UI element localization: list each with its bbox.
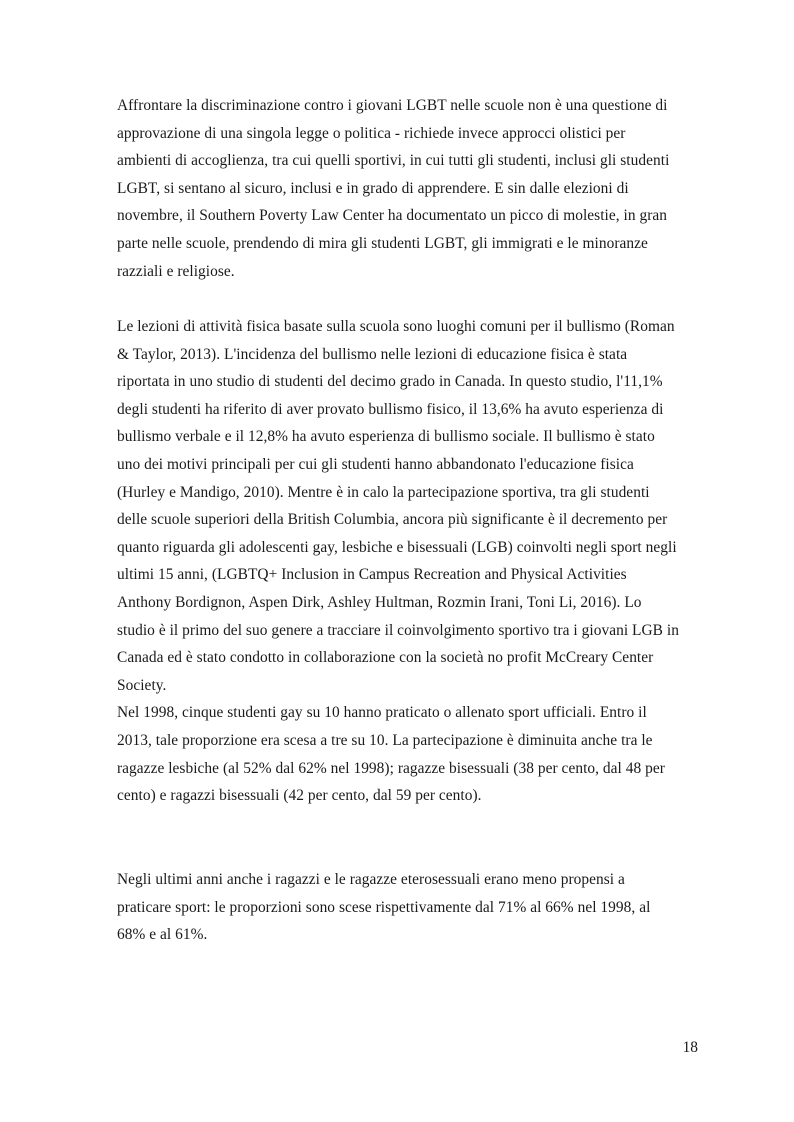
text-line: uno dei motivi principali per cui gli studenti hanno abbandonato l'educazione fisica [117,455,634,473]
text-line: Nel 1998, cinque studenti gay su 10 hanno praticato o allenato sport ufficiali. Entro il [117,704,647,722]
text-line: LGBT, si sentano al sicuro, inclusi e in grado di apprendere. E sin dalle elezioni di [117,179,629,197]
text-line: 2013, tale proporzione era scesa a tre su 10. La partecipazione è diminuita anche tra le [117,731,653,749]
page-number: 18 [682,1039,698,1056]
text-line: delle scuole superiori della British Columbia, ancora più significante è il decremento per [117,511,668,529]
text-line: ragazze lesbiche (al 52% dal 62% nel 1998); ragazze bisessuali (38 per cento, dal 48 per [117,759,665,777]
text-line: Society. [117,676,167,694]
text-line: ambienti di accoglienza, tra cui quelli sportivi, in cui tutti gli studenti, inclusi gli studenti [117,152,670,170]
text-line: Anthony Bordignon, Aspen Dirk, Ashley Hultman, Rozmin Irani, Toni Li, 2016). Lo [117,593,642,611]
text-line: degli studenti ha riferito di aver provato bullismo fisico, il 13,6% ha avuto esperienza di [117,400,664,418]
text-line: 68% e al 61%. [117,926,208,944]
text-line: cento) e ragazzi bisessuali (42 per cento, dal 59 per cento). [117,787,482,805]
text-line: praticare sport: le proporzioni sono scese rispettivamente dal 71% al 66% nel 1998, al [117,898,651,916]
text-line: (Hurley e Mandigo, 2010). Mentre è in calo la partecipazione sportiva, tra gli studenti [117,483,650,501]
text-line: Affrontare la discriminazione contro i giovani LGBT nelle scuole non è una questione di [117,97,668,114]
text-line: parte nelle scuole, prendendo di mira gli studenti LGBT, gli immigrati e le minoranze [117,234,648,252]
paragraph-lgbt-discrimination [117,92,701,285]
text-line: quanto riguarda gli adolescenti gay, lesbiche e bisessuali (LGB) coinvolti negli sport negli [117,538,677,556]
text-line: Canada ed è stato condotto in collaborazione con la società no profit McCreary Center [117,649,654,667]
text-line: riportata in uno studio di studenti del decimo grado in Canada. In questo studio, l'11,1% [117,373,663,391]
text-line: Le lezioni di attività fisica basate sulla scuola sono luoghi comuni per il bullismo (Roman [117,318,675,335]
text-line: & Taylor, 2013). L'incidenza del bullismo nelle lezioni di educazione fisica è stata [117,345,628,363]
text-line: Negli ultimi anni anche i ragazzi e le ragazze eterosessuali erano meno propensi a [117,871,625,888]
paragraph-bullying-physical-education [117,313,701,810]
paragraph-heterosexual-participation [117,866,701,949]
text-line: approvazione di una singola legge o politica - richiede invece approcci olistici per [117,124,626,142]
text-line: studio è il primo del suo genere a tracciare il coinvolgimento sportivo tra i giovani LGB in [117,621,679,639]
text-line: novembre, il Southern Poverty Law Center ha documentato un picco di molestie, in gran [117,207,668,225]
text-line: bullismo verbale e il 12,8% ha avuto esperienza di bullismo sociale. Il bullismo è stato [117,428,655,446]
text-line: ultimi 15 anni, (LGBTQ+ Inclusion in Campus Recreation and Physical Activities [117,566,627,584]
text-line: razziali e religiose. [117,262,235,280]
